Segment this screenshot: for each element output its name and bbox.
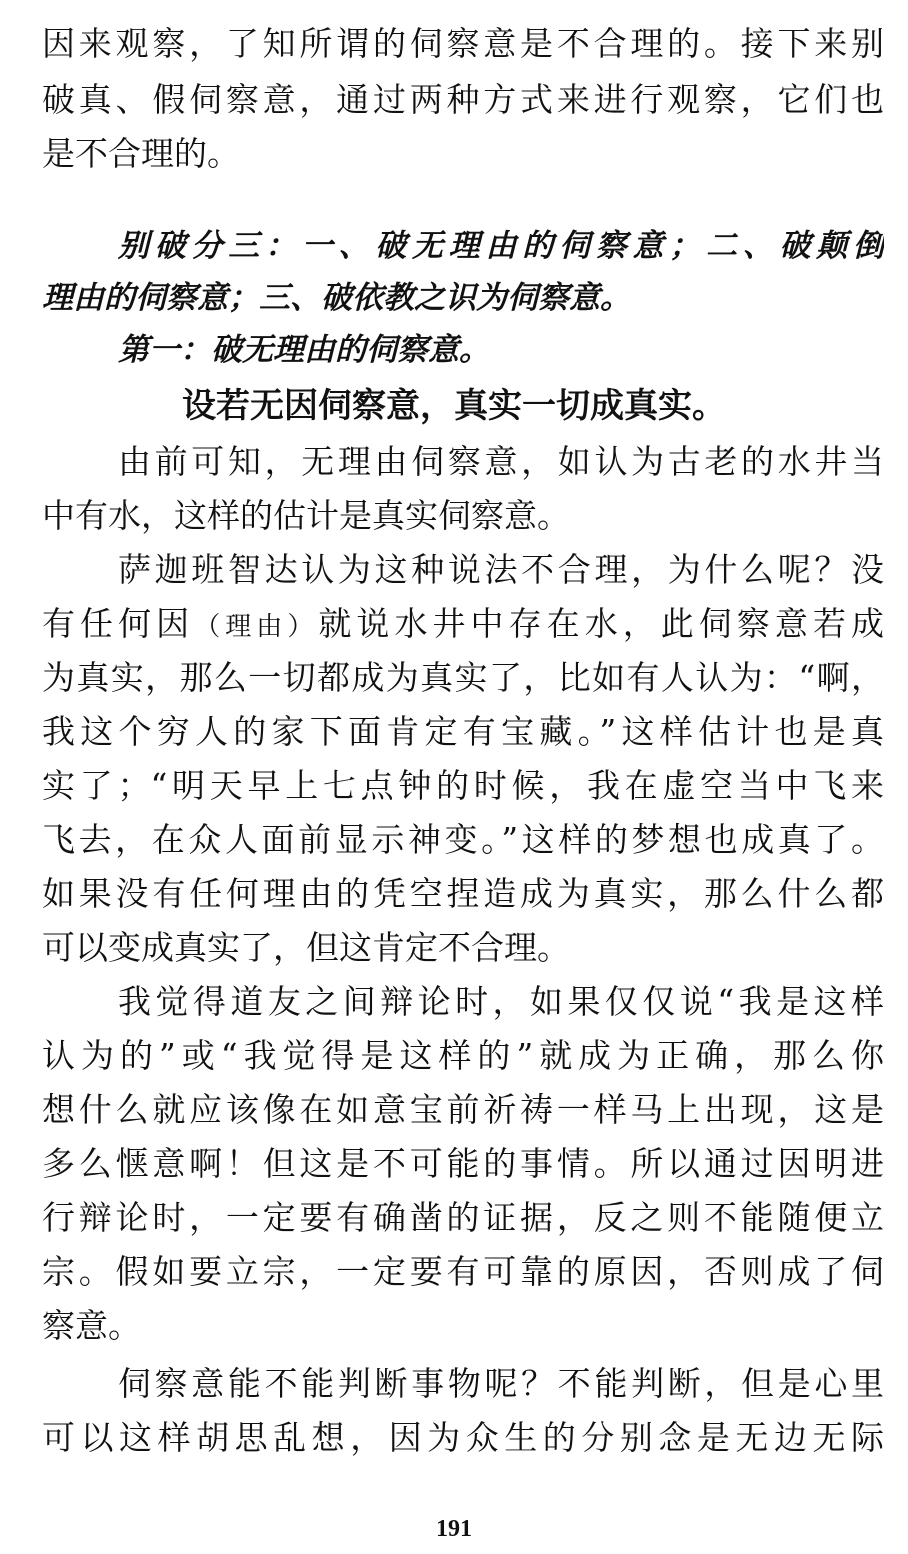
text-line: 中有水，这样的估计是真实伺察意。 xyxy=(42,496,570,535)
text-line: 行辩论时，一定要有确凿的证据，反之则不能随便立 xyxy=(42,1198,884,1237)
verse-heading: 设若无因伺察意，真实一切成真实。 xyxy=(182,386,726,426)
section-heading: 第一：破无理由的伺察意。 xyxy=(118,332,490,368)
text-line: 由前可知，无理由伺察意，如认为古老的水井当 xyxy=(118,442,884,481)
text-line: 想什么就应该像在如意宝前祈祷一样马上出现，这是 xyxy=(42,1090,884,1129)
parenthetical-note: （理由） xyxy=(194,612,319,642)
text-line: 实了；“明天早上七点钟的时候，我在虚空当中飞来 xyxy=(42,766,884,805)
text-line: 破真、假伺察意，通过两种方式来进行观察，它们也 xyxy=(42,80,884,119)
text-line: 可以变成真实了，但这肯定不合理。 xyxy=(42,928,570,967)
text-line: 是不合理的。 xyxy=(42,134,240,173)
page-number: 191 xyxy=(436,1516,472,1542)
text-line: 多么惬意啊！但这是不可能的事情。所以通过因明进 xyxy=(42,1144,884,1183)
text-line: 我觉得道友之间辩论时，如果仅仅说“我是这样 xyxy=(118,982,884,1021)
text-line: 伺察意能不能判断事物呢？不能判断，但是心里 xyxy=(118,1364,884,1403)
text-line: 因来观察，了知所谓的伺察意是不合理的。接下来别 xyxy=(42,24,884,63)
outline-line: 理由的伺察意；三、破依教之识为伺察意。 xyxy=(42,280,631,316)
text-line: 我这个穷人的家下面肯定有宝藏。”这样估计也是真 xyxy=(42,712,884,751)
outline-line: 别破分三：一、破无理由的伺察意；二、破颠倒 xyxy=(118,228,884,264)
text-segment: 有任何因 xyxy=(42,604,195,643)
text-line: 可以这样胡思乱想，因为众生的分别念是无边无际 xyxy=(42,1418,884,1457)
text-line: 察意。 xyxy=(42,1306,141,1345)
text-line xyxy=(42,598,884,650)
text-line: 认为的”或“我觉得是这样的”就成为正确，那么你 xyxy=(42,1036,884,1075)
text-line: 飞去，在众人面前显示神变。”这样的梦想也成真了。 xyxy=(42,820,884,859)
text-segment: 就说水井中存在水，此伺察意若成 xyxy=(318,604,884,643)
text-line: 萨迦班智达认为这种说法不合理，为什么呢？没 xyxy=(118,550,884,589)
text-line: 宗。假如要立宗，一定要有可靠的原因，否则成了伺 xyxy=(42,1252,884,1291)
text-line: 如果没有任何理由的凭空捏造成为真实，那么什么都 xyxy=(42,874,884,913)
text-line: 为真实，那么一切都成为真实了，比如有人认为：“啊， xyxy=(42,658,884,697)
